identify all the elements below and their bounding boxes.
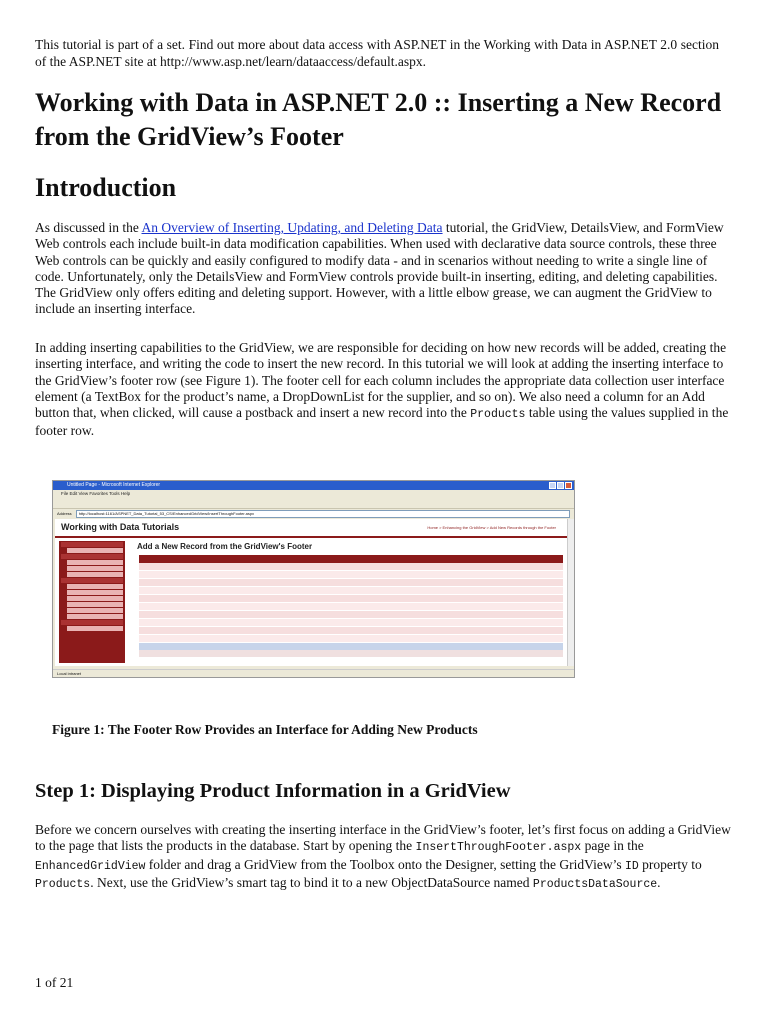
page-number: 1 of 21 xyxy=(35,975,74,990)
window-controls xyxy=(549,482,572,489)
address-url: http://localhost:1161/ASPNET_Data_Tutorial_53_CS/EnhancedGridView/InsertThroughFooter.aspx xyxy=(76,510,570,518)
intro-p2-text-before: In adding inserting capabilities to the GridView, we are responsible for deciding on how new records will be added, creating the inserting interface, and writing the code to insert the new record. In this tutorial we will look at adding the inserting interface to the GridView’s footer row (see Figure 1). The footer cell for each column includes the appropriate data collection user interface element (a TextBox for the product’s name, a DropDownList for the supplier, and so on). We also need a column for an Add button that, when clicked, will cause a postback and insert a new record into the xyxy=(35,340,727,421)
close-icon xyxy=(565,482,572,489)
step-1-heading: Step 1: Displaying Product Information in a GridView xyxy=(35,780,511,802)
step1-text-4: property to xyxy=(638,856,702,872)
step1-text-3: folder and drag a GridView from the Toolbox onto the Designer, setting the GridView’s xyxy=(145,856,625,872)
browser-title-bar xyxy=(53,481,574,490)
datasource-name-code: ProductsDataSource xyxy=(532,877,658,891)
maximize-icon xyxy=(557,482,564,489)
intro-paragraph-2 xyxy=(35,340,734,440)
page-file-code: InsertThroughFooter.aspx xyxy=(415,841,582,855)
folder-code: EnhancedGridView xyxy=(35,859,146,873)
overview-tutorial-link[interactable]: An Overview of Inserting, Updating, and Deleting Data xyxy=(141,220,443,235)
introduction-heading: Introduction xyxy=(35,173,177,202)
gridview-footer-row xyxy=(139,643,563,650)
browser-scrollbar xyxy=(567,519,574,666)
step1-text-1: Before we concern ourselves with creating the inserting interface in the GridView’s footer, let’s first focus on adding a GridView to the page that lists the products in the database. Start by opening the xyxy=(35,822,731,854)
intro-paragraph-1 xyxy=(35,220,734,318)
products-gridview xyxy=(139,555,563,657)
site-breadcrumb: Home > Enhancing the GridView > Add New Records through the Footer xyxy=(427,525,556,530)
site-banner xyxy=(55,519,572,538)
step1-text-2: page in the xyxy=(581,838,644,854)
demo-page-heading: Add a New Record from the GridView's Footer xyxy=(137,542,313,551)
id-property-code: ID xyxy=(624,859,639,873)
series-note: This tutorial is part of a set. Find out more about data access with ASP.NET in the Working with Data in ASP.NET 2.0 section of the ASP.NET site at http://www.asp.net/learn/dataaccess/default.aspx. xyxy=(35,37,719,69)
minimize-icon xyxy=(549,482,556,489)
site-title: Working with Data Tutorials xyxy=(61,522,180,532)
products-id-code: Products xyxy=(35,877,91,891)
page-title: Working with Data in ASP.NET 2.0 :: Inserting a New Record from the GridView’s Footer xyxy=(35,88,722,151)
browser-status-bar: Local intranet xyxy=(53,669,574,677)
intro-p2-text-after: table using the values supplied in the footer row. xyxy=(35,405,729,439)
browser-toolbar xyxy=(53,498,574,509)
products-table-code: Products xyxy=(470,408,526,422)
intro-p1-text-before: As discussed in the xyxy=(35,220,142,235)
gridview-pager xyxy=(139,650,563,657)
site-sidebar xyxy=(59,541,125,663)
address-label: Address xyxy=(57,511,72,516)
browser-menu-bar: File Edit View Favorites Tools Help xyxy=(61,491,131,496)
step-1-paragraph xyxy=(35,822,734,893)
browser-window-title: Untitled Page - Microsoft Internet Explorer xyxy=(67,482,161,488)
figure-1-screenshot xyxy=(52,480,575,678)
browser-address-bar xyxy=(53,509,574,518)
step1-text-6: . xyxy=(657,874,661,890)
figure-1-caption: Figure 1: The Footer Row Provides an Interface for Adding New Products xyxy=(52,722,478,737)
browser-viewport xyxy=(55,519,572,666)
intro-p1-text-after: tutorial, the GridView, DetailsView, and FormView Web controls each include built-in data modification capabilities. When used with declarative data source controls, these three Web controls can be quickly and easily configured to modify data - and in scenarios without needing to write a single line of code. Unfortunately, only the DetailsView and FormView controls provide built-in inserting, editing, and deleting capabilities. The GridView only offers editing and deleting support. However, with a little elbow grease, we can augment the GridView to include an inserting interface. xyxy=(35,220,724,317)
step1-text-5: . Next, use the GridView’s smart tag to bind it to a new ObjectDataSource named xyxy=(90,874,533,890)
